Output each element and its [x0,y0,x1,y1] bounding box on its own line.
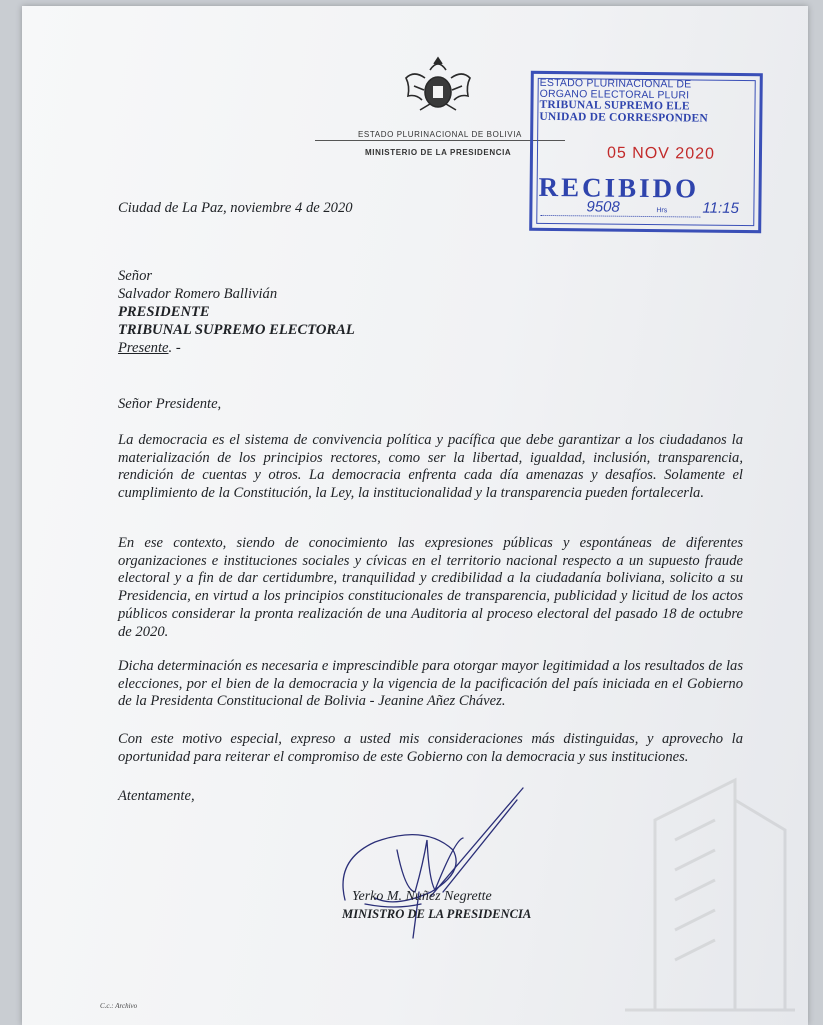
letterhead-divider [315,140,565,141]
signer-name: Yerko M. Nuñez Negrette [352,889,492,904]
stamp-line-1: ESTADO PLURINACIONAL DE [539,76,692,91]
date-line: Ciudad de La Paz, noviembre 4 de 2020 [118,200,353,216]
stamp-line-4: UNIDAD DE CORRESPONDEN [539,110,709,125]
addressee-presente [118,340,181,358]
signer-title: MINISTRO DE LA PRESIDENCIA [342,907,532,921]
addressee-institution: TRIBUNAL SUPREMO ELECTORAL [118,322,355,338]
stamp-number: 9508 [586,198,620,216]
body-paragraph-2: En ese contexto, siendo de conocimiento las expresiones públicas y espontáneas de diferentes organizaciones e instituciones sociales y cívicas en el territorio nacional respecto a un supuesto fraude electoral y a fin de dar certidumbre, tranquilidad y credibilidad a la ciudadanía boliviana, solicito a su Presidencia, en virtud a los principios constitucionales de transparencia, publicidad y licitud de los actos públicos considerar la pronta realización de una Auditoria al proceso electoral del pasado 18 de octubre de 2020. [118,535,743,640]
bolivia-coat-of-arms-icon [400,56,476,122]
received-stamp [529,71,763,233]
presente-word: Presente [118,340,169,356]
greeting: Señor Presidente, [118,396,222,412]
addressee-name: Salvador Romero Ballivián [118,286,278,302]
letterhead-org: ESTADO PLURINACIONAL DE BOLIVIA [358,130,522,139]
addressee-salutation: Señor [118,268,153,284]
stamp-date: 05 NOV 2020 [606,144,716,163]
building-watermark-icon [615,760,805,1020]
letterhead-ministry: MINISTERIO DE LA PRESIDENCIA [365,148,512,157]
cc-archive: C.c.: Archivo [100,1002,138,1010]
body-paragraph-4: Con este motivo especial, expreso a usted mis consideraciones más distinguidas, y aprovecho la oportunidad para reiterar el compromiso de este Gobierno con la democracia y sus instituciones. [118,731,743,765]
stamp-received: RECIBIDO [538,171,700,204]
stamp-time: 11:15 [702,199,739,217]
body-paragraph-1: La democracia es el sistema de convivencia política y pacífica que debe garantizar a los ciudadanos la materialización de los principios rectores, como ser la libertad, igualdad, inclusión, transparencia, rendición de cuentas y otros. La democracia enfrenta cada día amenazas y desafíos. Solamente el cumplimiento de la Constitución, la Ley, la institucionalidad y la transparencia pueden fortalecerla. [118,432,743,502]
stamp-hrs-label: Hrs [656,207,668,215]
presente-suffix: . - [168,340,181,356]
closing: Atentamente, [118,788,195,804]
stamp-line-2: ORGANO ELECTORAL PLURI [539,87,690,102]
addressee-title: PRESIDENTE [118,304,210,320]
stamp-line-3: TRIBUNAL SUPREMO ELE [539,98,690,113]
body-paragraph-3: Dicha determinación es necesaria e imprescindible para otorgar mayor legitimidad a los resultados de las elecciones, por el bien de la democracia y la vigencia de la pacificación del país iniciada en el Gobierno de la Presidenta Constitucional de Bolivia - Jeanine Añez Chávez. [118,658,743,710]
